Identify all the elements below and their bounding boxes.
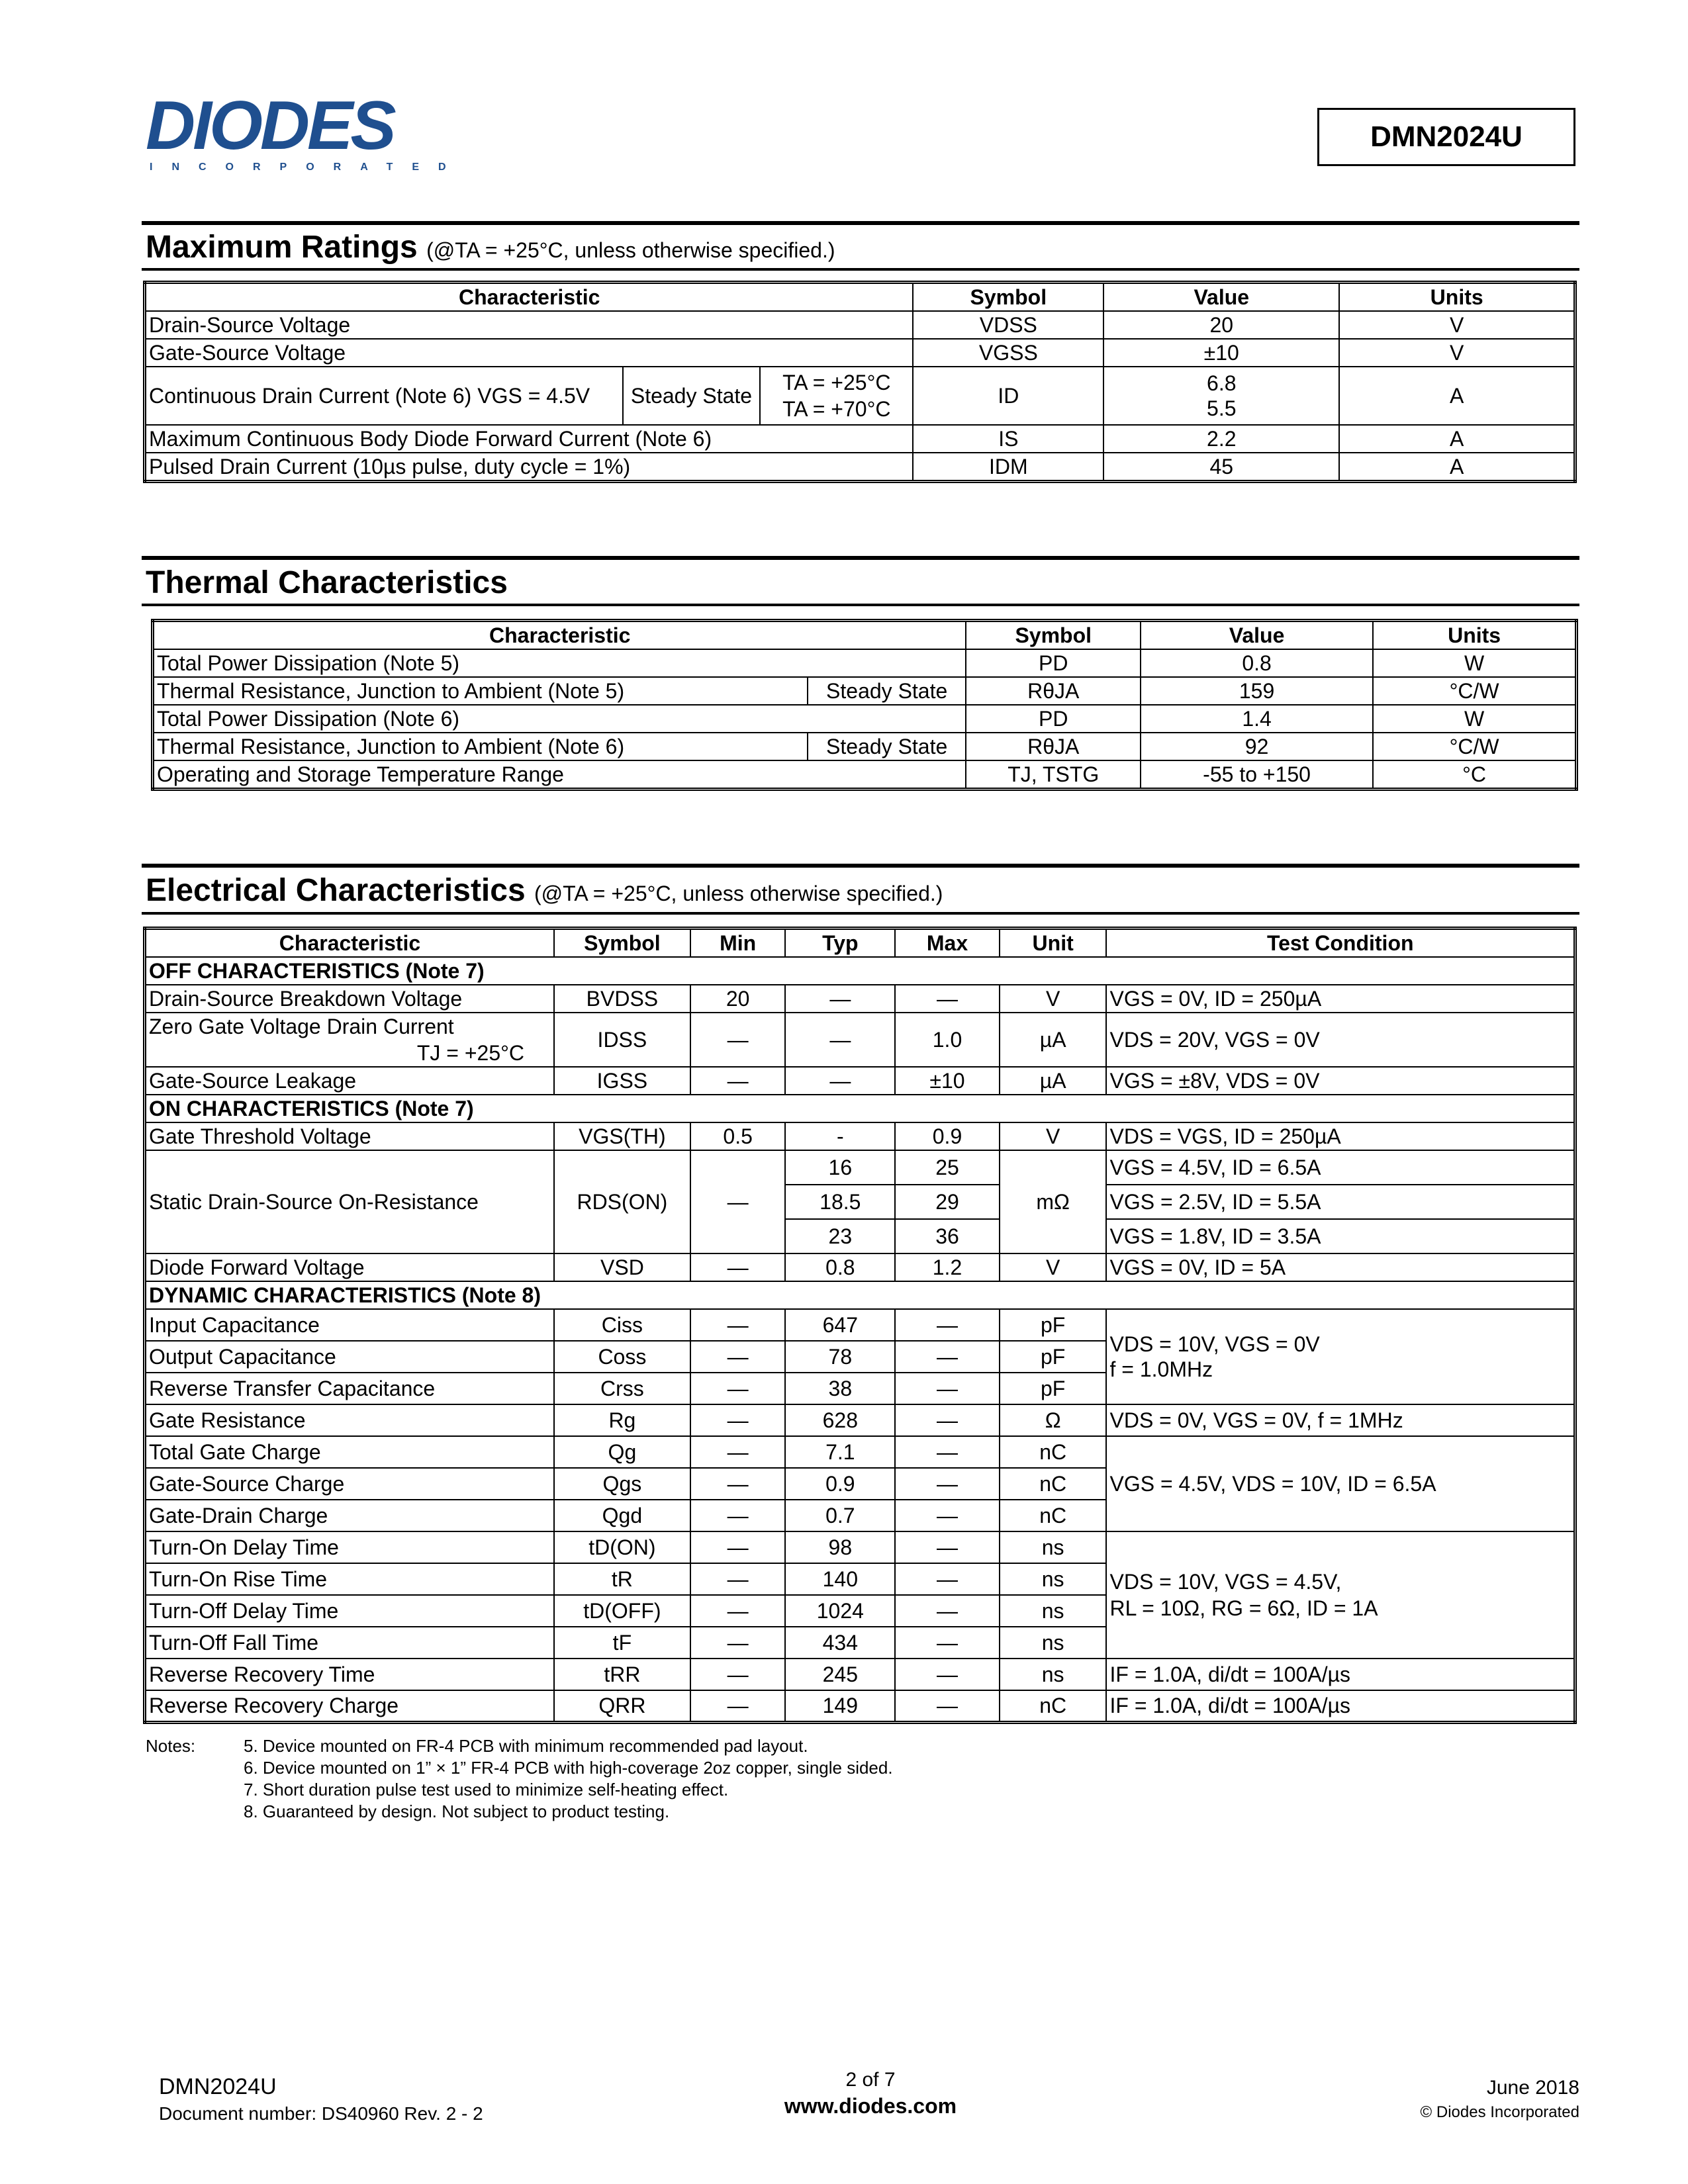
table-cell: —	[690, 1404, 786, 1436]
note-item: 6. Device mounted on 1” × 1” FR-4 PCB with high-coverage 2oz copper, single sided.	[244, 1758, 893, 1778]
table-cell: ±10	[895, 1067, 1000, 1095]
table-cell: —	[895, 1690, 1000, 1722]
note-item: 5. Device mounted on FR-4 PCB with minimum recommended pad layout.	[244, 1736, 808, 1756]
table-cell: DYNAMIC CHARACTERISTICS (Note 8)	[145, 1281, 1575, 1309]
table-cell: 36	[895, 1219, 1000, 1253]
table-cell: Turn-On Rise Time	[145, 1563, 555, 1595]
table-cell: —	[785, 1013, 895, 1067]
table-cell: VSD	[554, 1253, 690, 1281]
table-cell: 7.1	[785, 1436, 895, 1468]
table-header-row: Characteristic Symbol Value Units	[145, 283, 1575, 312]
table-cell: —	[690, 1595, 786, 1627]
table-cell: VGS = 4.5V, ID = 6.5A	[1106, 1150, 1575, 1185]
electrical-title: Electrical Characteristics (@TA = +25°C, unless otherwise specified.)	[146, 873, 943, 908]
table-cell: -	[785, 1122, 895, 1150]
table-cell: 140	[785, 1563, 895, 1595]
table-cell: tF	[554, 1627, 690, 1659]
table-cell: nC	[1000, 1436, 1107, 1468]
table-cell: —	[895, 1563, 1000, 1595]
table-cell: 434	[785, 1627, 895, 1659]
table-cell: tR	[554, 1563, 690, 1595]
table-cell: 647	[785, 1309, 895, 1341]
thermal-table	[151, 619, 1578, 791]
table-cell: —	[895, 1309, 1000, 1341]
logo-wordmark: DIODES	[146, 87, 394, 164]
table-cell: VGS = ±8V, VDS = 0V	[1106, 1067, 1575, 1095]
table-cell: nC	[1000, 1468, 1107, 1500]
table-cell: —	[690, 1500, 786, 1531]
table-cell: V	[1000, 985, 1107, 1013]
table-cell: VDS = 20V, VGS = 0V	[1106, 1013, 1575, 1067]
table-row	[145, 1404, 1575, 1436]
table-cell: —	[895, 1436, 1000, 1468]
table-row: Total Power Dissipation (Note 5) PD 0.8 W	[153, 649, 1577, 677]
table-cell: Total Gate Charge	[145, 1436, 555, 1468]
table-cell: VDS = 10V, VGS = 4.5V, RL = 10Ω, RG = 6Ω, ID = 1A	[1106, 1531, 1575, 1659]
table-cell: tD(ON)	[554, 1531, 690, 1563]
footer-page: 2 of 7	[845, 2069, 896, 2091]
table-cell: 245	[785, 1659, 895, 1690]
table-cell: IGSS	[554, 1067, 690, 1095]
section-rule	[142, 604, 1579, 606]
table-cell: —	[895, 1341, 1000, 1373]
notes-label: Notes:	[146, 1736, 196, 1756]
table-cell: ns	[1000, 1627, 1107, 1659]
table-cell: Ω	[1000, 1404, 1107, 1436]
table-cell: pF	[1000, 1309, 1107, 1341]
table-cell: 78	[785, 1341, 895, 1373]
section-subheader	[145, 1095, 1575, 1122]
diodes-logo	[146, 87, 465, 173]
table-row	[145, 1531, 1575, 1563]
table-header-row	[145, 929, 1575, 958]
table-cell: 0.5	[690, 1122, 786, 1150]
table-cell: ns	[1000, 1563, 1107, 1595]
table-cell: —	[895, 1627, 1000, 1659]
footer-part: DMN2024U	[159, 2074, 277, 2099]
table-cell: VDS = 0V, VGS = 0V, f = 1MHz	[1106, 1404, 1575, 1436]
max-ratings-condition: (@TA = +25°C, unless otherwise specified.)	[426, 238, 835, 262]
table-cell: mΩ	[1000, 1150, 1107, 1253]
table-cell: Test Condition	[1106, 929, 1575, 958]
table-cell: 0.9	[895, 1122, 1000, 1150]
table-cell: —	[690, 1341, 786, 1373]
table-cell: —	[895, 1468, 1000, 1500]
table-cell: pF	[1000, 1341, 1107, 1373]
table-cell: VGS = 4.5V, VDS = 10V, ID = 6.5A	[1106, 1436, 1575, 1531]
table-cell: 20	[690, 985, 786, 1013]
section-rule	[142, 912, 1579, 915]
table-cell: —	[785, 985, 895, 1013]
table-header-row: Characteristic Symbol Value Units	[153, 621, 1577, 650]
section-rule	[142, 556, 1579, 560]
table-cell: OFF CHARACTERISTICS (Note 7)	[145, 957, 1575, 985]
table-row: Thermal Resistance, Junction to Ambient (Note 5) Steady State RθJA 159 °C/W	[153, 677, 1577, 705]
table-cell: Rg	[554, 1404, 690, 1436]
table-cell: —	[690, 1150, 786, 1253]
table-cell: µA	[1000, 1013, 1107, 1067]
table-cell: Reverse Recovery Charge	[145, 1690, 555, 1722]
table-row	[145, 1659, 1575, 1690]
table-row: Drain-Source Voltage VDSS 20 V	[145, 311, 1575, 339]
table-cell: 1.0	[895, 1013, 1000, 1067]
table-cell: Symbol	[554, 929, 690, 958]
table-row	[145, 1013, 1575, 1067]
table-cell: Typ	[785, 929, 895, 958]
section-rule	[142, 864, 1579, 868]
table-cell: V	[1000, 1253, 1107, 1281]
table-cell: VDS = 10V, VGS = 0V f = 1.0MHz	[1106, 1309, 1575, 1404]
table-cell: RDS(ON)	[554, 1150, 690, 1253]
table-cell: 1.2	[895, 1253, 1000, 1281]
table-row: Thermal Resistance, Junction to Ambient (Note 6) Steady State RθJA 92 °C/W	[153, 733, 1577, 760]
table-cell: —	[690, 1436, 786, 1468]
footer-website[interactable]: www.diodes.com	[784, 2094, 957, 2118]
table-cell: 38	[785, 1373, 895, 1404]
note-item: 8. Guaranteed by design. Not subject to product testing.	[244, 1801, 670, 1821]
table-cell: Qgd	[554, 1500, 690, 1531]
table-cell: 628	[785, 1404, 895, 1436]
table-cell: —	[690, 1659, 786, 1690]
table-cell: Turn-On Delay Time	[145, 1531, 555, 1563]
table-cell: BVDSS	[554, 985, 690, 1013]
section-rule	[142, 221, 1579, 225]
table-cell: —	[690, 1309, 786, 1341]
table-row: Pulsed Drain Current (10µs pulse, duty cycle = 1%) IDM 45 A	[145, 453, 1575, 482]
table-cell: Reverse Transfer Capacitance	[145, 1373, 555, 1404]
table-cell: QRR	[554, 1690, 690, 1722]
table-cell: —	[690, 1468, 786, 1500]
table-cell: Characteristic	[145, 929, 555, 958]
table-cell: 23	[785, 1219, 895, 1253]
table-cell: —	[895, 1404, 1000, 1436]
table-row	[145, 1309, 1575, 1341]
table-row	[145, 1150, 1575, 1185]
table-cell: ON CHARACTERISTICS (Note 7)	[145, 1095, 1575, 1122]
table-cell: 0.8	[785, 1253, 895, 1281]
table-cell: Gate Threshold Voltage	[145, 1122, 555, 1150]
table-cell: 149	[785, 1690, 895, 1722]
table-cell: Gate Resistance	[145, 1404, 555, 1436]
part-number-box: DMN2024U	[1317, 108, 1575, 166]
table-cell: Input Capacitance	[145, 1309, 555, 1341]
footer-copyright: © Diodes Incorporated	[1420, 2103, 1579, 2121]
table-cell: 1024	[785, 1595, 895, 1627]
table-cell: 0.9	[785, 1468, 895, 1500]
table-cell: Ciss	[554, 1309, 690, 1341]
table-row: Total Power Dissipation (Note 6) PD 1.4 W	[153, 705, 1577, 733]
table-cell: —	[690, 1690, 786, 1722]
table-row	[145, 1253, 1575, 1281]
footer-doc-number: Document number: DS40960 Rev. 2 - 2	[159, 2103, 483, 2124]
table-row	[145, 1122, 1575, 1150]
max-ratings-title: Maximum Ratings (@TA = +25°C, unless otherwise specified.)	[146, 230, 835, 265]
table-cell: Zero Gate Voltage Drain Current TJ = +25°C	[145, 1013, 555, 1067]
table-row: Operating and Storage Temperature Range TJ, TSTG -55 to +150 °C	[153, 760, 1577, 790]
table-row: Gate-Source Voltage VGSS ±10 V	[145, 339, 1575, 367]
table-cell: tRR	[554, 1659, 690, 1690]
table-cell: pF	[1000, 1373, 1107, 1404]
table-cell: Coss	[554, 1341, 690, 1373]
table-cell: —	[690, 1531, 786, 1563]
table-cell: Turn-Off Fall Time	[145, 1627, 555, 1659]
table-cell: Max	[895, 929, 1000, 958]
table-cell: VGS(TH)	[554, 1122, 690, 1150]
table-cell: VDS = VGS, ID = 250µA	[1106, 1122, 1575, 1150]
note-item: 7. Short duration pulse test used to minimize self-heating effect.	[244, 1780, 729, 1799]
thermal-title: Thermal Characteristics	[146, 565, 508, 600]
table-cell: —	[895, 1373, 1000, 1404]
table-cell: 16	[785, 1150, 895, 1185]
table-cell: Drain-Source Breakdown Voltage	[145, 985, 555, 1013]
table-cell: nC	[1000, 1500, 1107, 1531]
table-cell: Min	[690, 929, 786, 958]
section-subheader	[145, 1281, 1575, 1309]
table-cell: Qg	[554, 1436, 690, 1468]
table-cell: —	[895, 1595, 1000, 1627]
table-cell: 0.7	[785, 1500, 895, 1531]
table-cell: tD(OFF)	[554, 1595, 690, 1627]
table-row	[145, 985, 1575, 1013]
table-cell: Gate-Drain Charge	[145, 1500, 555, 1531]
table-cell: —	[690, 1253, 786, 1281]
table-cell: V	[1000, 1122, 1107, 1150]
table-cell: —	[895, 1500, 1000, 1531]
table-cell: —	[690, 1373, 786, 1404]
table-cell: —	[895, 1531, 1000, 1563]
table-cell: VGS = 2.5V, ID = 5.5A	[1106, 1185, 1575, 1219]
table-cell: Diode Forward Voltage	[145, 1253, 555, 1281]
electrical-condition: (@TA = +25°C, unless otherwise specified.)	[534, 882, 943, 905]
electrical-table	[143, 927, 1577, 1724]
table-cell: 29	[895, 1185, 1000, 1219]
table-row: Continuous Drain Current (Note 6) VGS = 4.5V Steady State TA = +25°C TA = +70°C ID 6.8 5.5 A	[145, 367, 1575, 425]
table-cell: Qgs	[554, 1468, 690, 1500]
section-subheader	[145, 957, 1575, 985]
table-cell: ns	[1000, 1531, 1107, 1563]
table-cell: Gate-Source Charge	[145, 1468, 555, 1500]
max-ratings-table	[143, 281, 1577, 483]
table-cell: IDSS	[554, 1013, 690, 1067]
table-cell: Unit	[1000, 929, 1107, 958]
table-cell: µA	[1000, 1067, 1107, 1095]
table-cell: Output Capacitance	[145, 1341, 555, 1373]
table-cell: VGS = 1.8V, ID = 3.5A	[1106, 1219, 1575, 1253]
table-cell: —	[690, 1013, 786, 1067]
table-row	[145, 1436, 1575, 1468]
footer-date: June 2018	[1486, 2077, 1579, 2099]
table-cell: IF = 1.0A, di/dt = 100A/µs	[1106, 1690, 1575, 1722]
table-cell: —	[690, 1563, 786, 1595]
table-cell: Crss	[554, 1373, 690, 1404]
table-cell: ns	[1000, 1659, 1107, 1690]
table-cell: Gate-Source Leakage	[145, 1067, 555, 1095]
table-row	[145, 1067, 1575, 1095]
table-cell: VGS = 0V, ID = 250µA	[1106, 985, 1575, 1013]
table-cell: Reverse Recovery Time	[145, 1659, 555, 1690]
section-rule	[142, 268, 1579, 271]
logo-subtitle: INCORPORATED	[150, 161, 465, 173]
table-cell: ns	[1000, 1595, 1107, 1627]
table-cell: —	[895, 985, 1000, 1013]
table-cell: 98	[785, 1531, 895, 1563]
table-cell: Static Drain-Source On-Resistance	[145, 1150, 555, 1253]
table-cell: 25	[895, 1150, 1000, 1185]
table-row: Maximum Continuous Body Diode Forward Current (Note 6) IS 2.2 A	[145, 425, 1575, 453]
table-cell: VGS = 0V, ID = 5A	[1106, 1253, 1575, 1281]
table-cell: —	[690, 1067, 786, 1095]
table-cell: IF = 1.0A, di/dt = 100A/µs	[1106, 1659, 1575, 1690]
table-cell: nC	[1000, 1690, 1107, 1722]
table-row	[145, 1690, 1575, 1722]
table-cell: —	[690, 1627, 786, 1659]
table-cell: 18.5	[785, 1185, 895, 1219]
table-cell: —	[785, 1067, 895, 1095]
table-cell: Turn-Off Delay Time	[145, 1595, 555, 1627]
table-cell: —	[895, 1659, 1000, 1690]
